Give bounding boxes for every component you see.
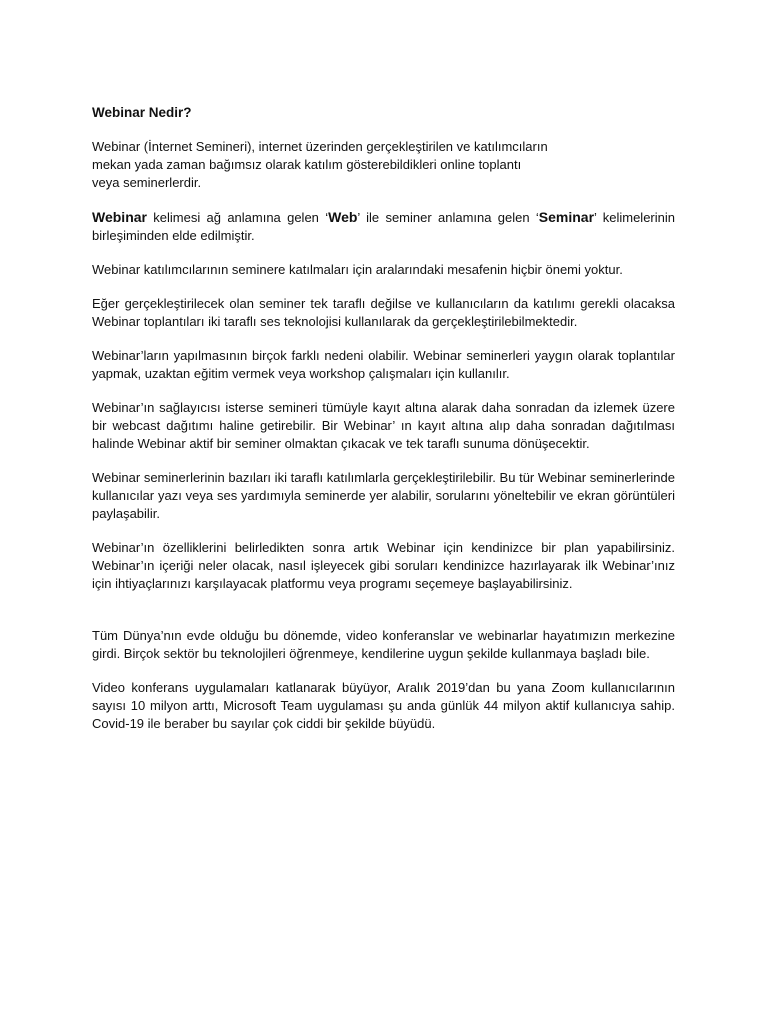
intro-line: mekan yada zaman bağımsız olarak katılım gösterebildikleri online toplantı: [92, 157, 522, 172]
intro-line: veya seminerlerdir.: [92, 175, 202, 190]
paragraph-recording: Webinar’ın sağlayıcısı isterse semineri tümüyle kayıt altına alarak daha sonradan da izlemek üzere bir webcast dağıtımı haline getirebilir. Bir Webinar’ ın kayıt altına alıp daha sonradan dağıtılması halinde Webinar aktif bir seminer olmaktan çıkacak ve tek taraflı sunuma dönüşecektir.: [92, 400, 675, 451]
intro-paragraph: [92, 138, 675, 192]
paragraph-interactive: Webinar seminerlerinin bazıları iki taraflı katılımlarla gerçekleştirilebilir. Bu tür Webinar seminerlerinde kullanıcılar yazı veya ses yardımıyla seminerde yer alabilir, sorularını yöneltebilir ve ekran görüntüleri paylaşabilir.: [92, 470, 675, 521]
paragraph-two-way: Eğer gerçekleştirilecek olan seminer tek taraflı değilse ve kullanıcıların da katılımı gerekli olacaksa Webinar toplantıları iki taraflı ses teknolojisi kullanılarak da gerçekleştirilebilmektedir.: [92, 296, 675, 329]
page-title: Webinar Nedir?: [92, 105, 192, 120]
intro-line: Webinar (İnternet Semineri), internet üzerinden gerçekleştirilen ve katılımcıların: [92, 139, 548, 154]
term-seminar: Seminar: [538, 209, 595, 225]
paragraph-growth: Video konferans uygulamaları katlanarak büyüyor, Aralık 2019’dan bu yana Zoom kullanıcılarının sayısı 10 milyon arttı, Microsoft Team uygulaması şu anda günlük 44 milyon aktif kullanıcıya sahip. Covid-19 ile beraber bu sayılar çok ciddi bir şekilde büyüdü.: [92, 680, 675, 731]
definition-text-3: ’ kelimelerinin birleşiminden elde edilmiştir.: [92, 210, 675, 243]
paragraph-distance: Webinar katılımcılarının seminere katılmaları için aralarındaki mesafenin hiçbir önemi yoktur.: [92, 262, 623, 277]
document-page: [92, 104, 675, 733]
term-web: Web: [328, 209, 358, 225]
definition-text-1: kelimesi ağ anlamına gelen ‘: [146, 210, 329, 225]
definition-paragraph: [92, 208, 675, 245]
paragraph-reasons: Webinar’ların yapılmasının birçok farklı nedeni olabilir. Webinar seminerleri yaygın olarak toplantılar yapmak, uzaktan eğitim vermek veya workshop çalışmaları için kullanılır.: [92, 348, 675, 381]
definition-text-2: ’ ile seminer anlamına gelen ‘: [357, 210, 539, 225]
paragraph-planning: Webinar’ın özelliklerini belirledikten sonra artık Webinar için kendinizce bir plan yapabilirsiniz. Webinar’ın içeriği neler olacak, nasıl işleyecek gibi soruları kendinizce hazırlayarak ilk Webinar’ınız için ihtiyaçlarınızı karşılayacak platformu veya programı seçemeye başlayabilirsiniz.: [92, 540, 675, 591]
paragraph-world: Tüm Dünya’nın evde olduğu bu dönemde, video konferanslar ve webinarlar hayatımızın merkezine girdi. Birçok sektör bu teknolojileri öğrenmeye, kendilerine uygun şekilde kullanmaya başladı bile.: [92, 628, 675, 661]
term-webinar: Webinar: [92, 209, 147, 225]
